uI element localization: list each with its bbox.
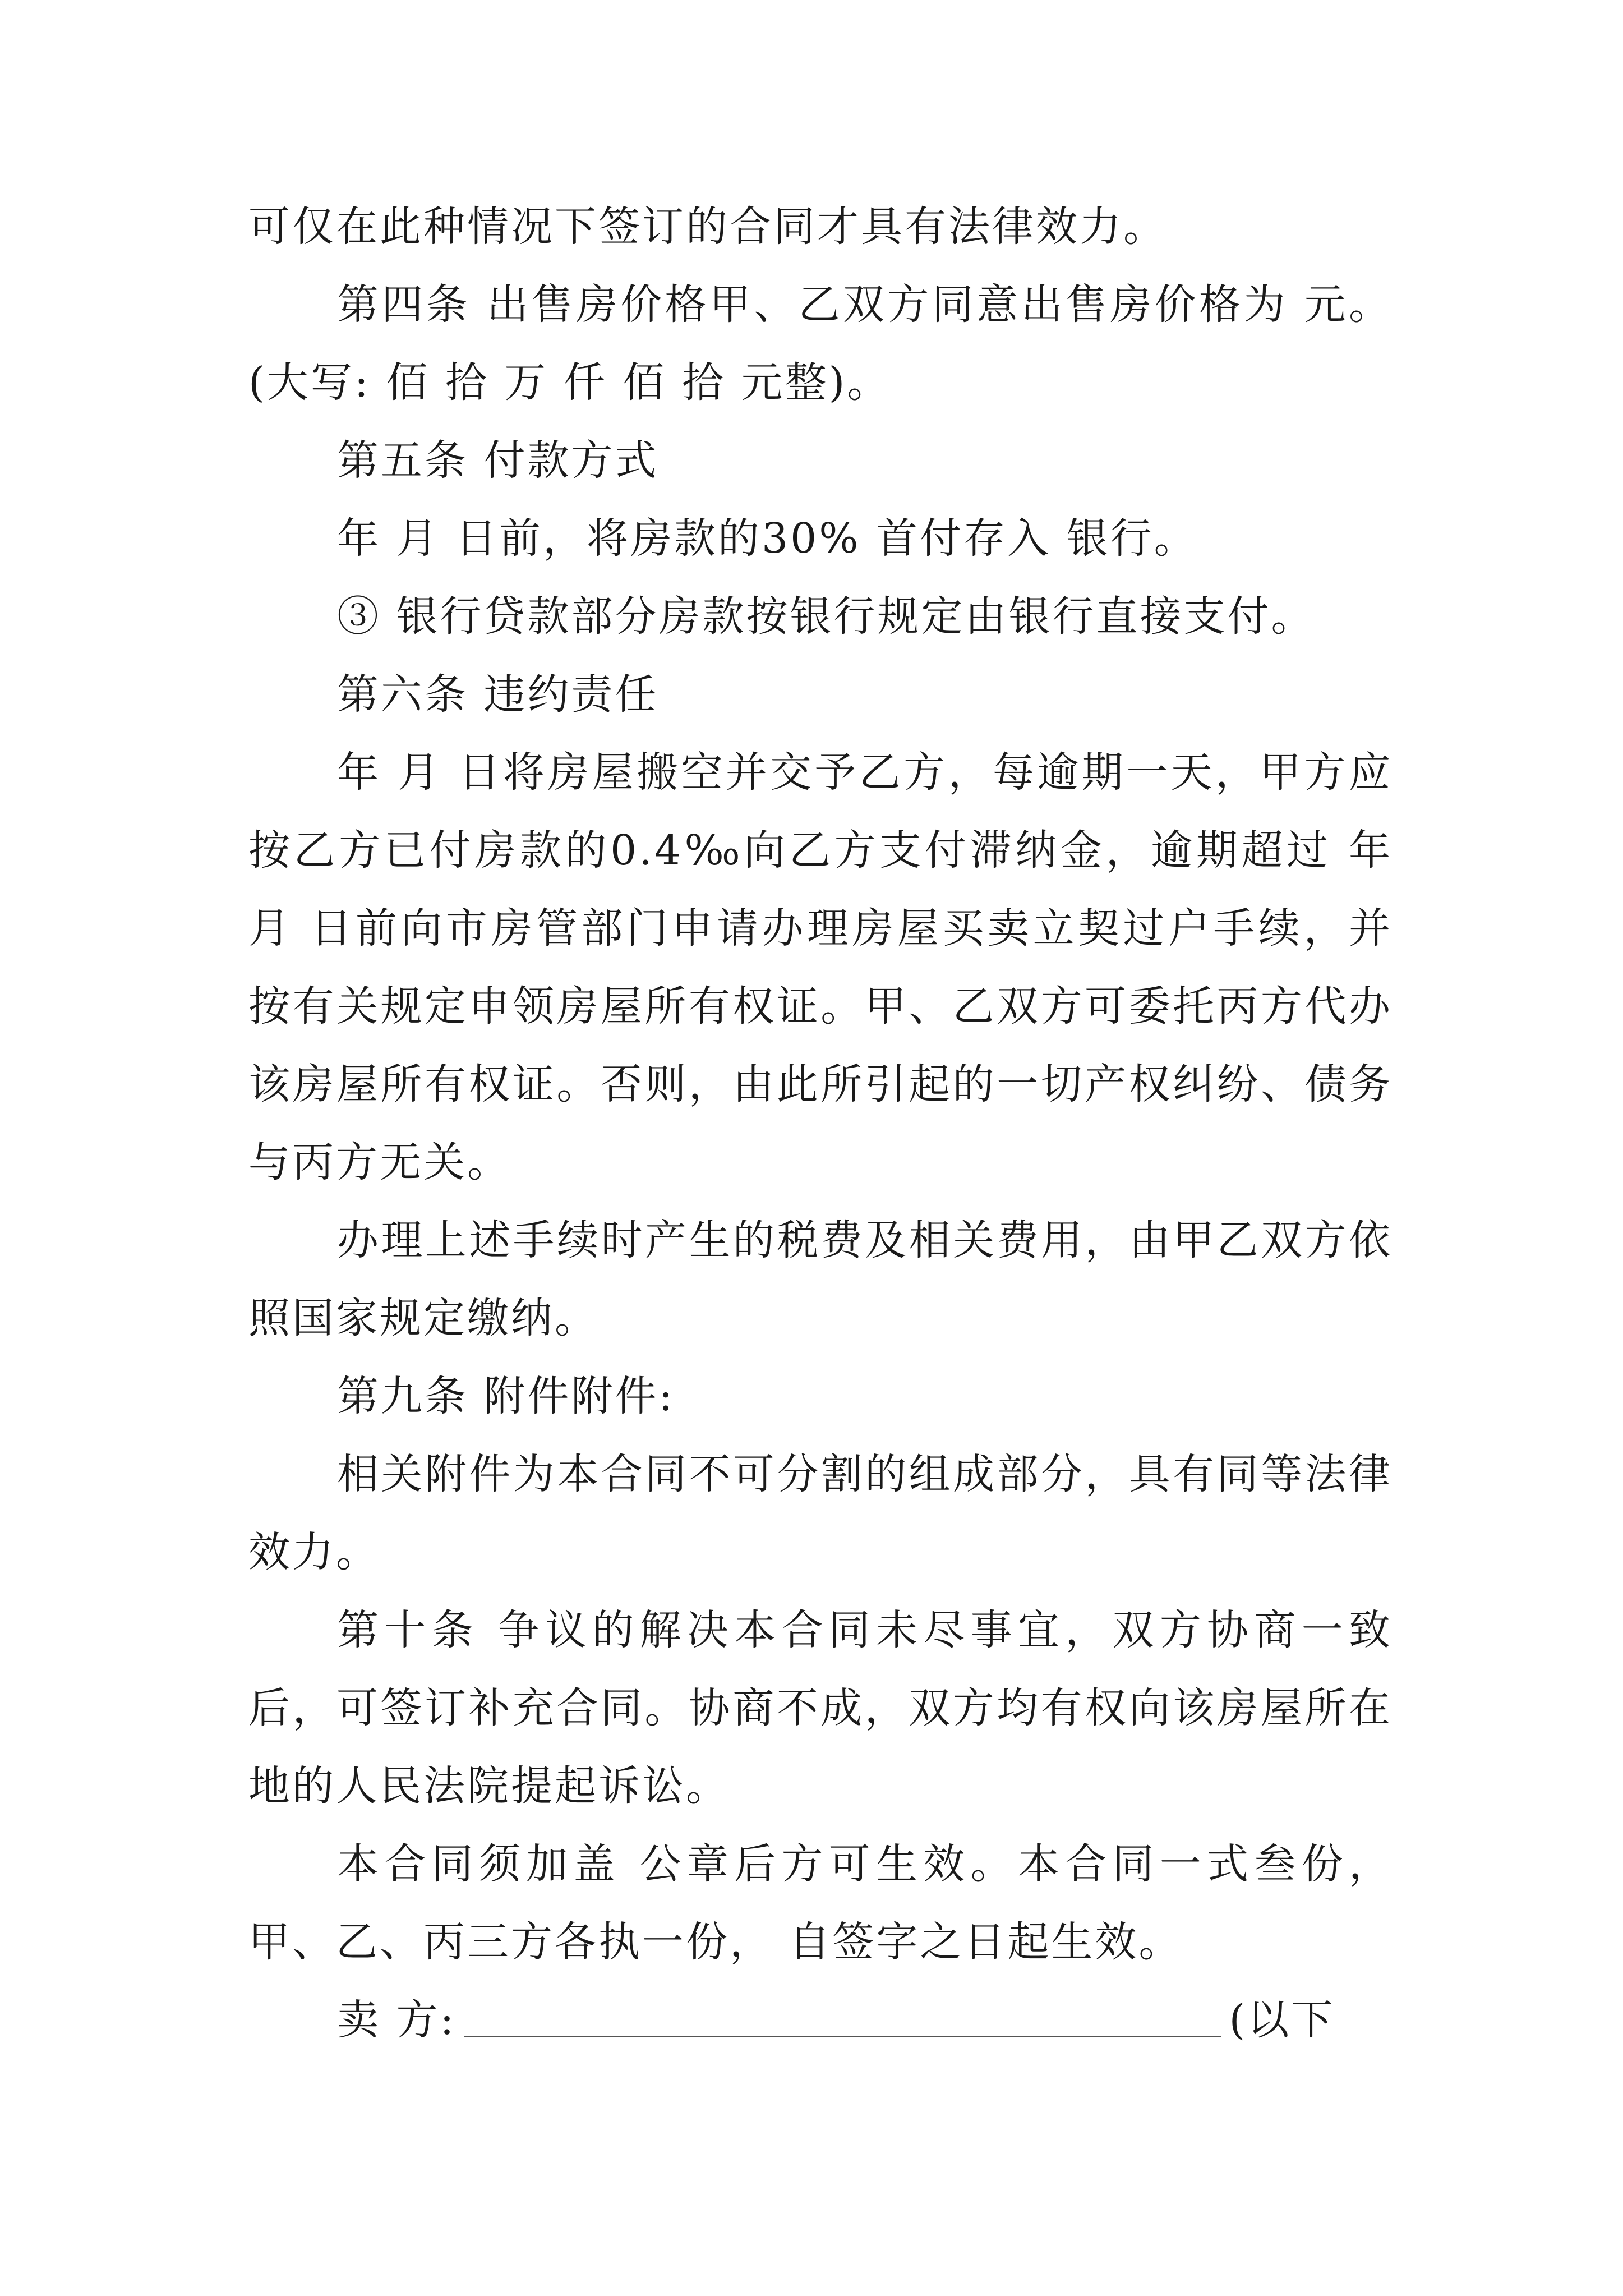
paragraph-down-payment: 年 月 日前，将房款的30% 首付存入 银行。 — [337, 514, 1198, 563]
paragraph-article-9-heading: 第九条 附件附件: — [337, 1372, 675, 1420]
paragraph-article-10-disputes: 第十条 争议的解决本合同未尽事宜，双方协商一致后，可签订补充合同。协商不成，双方均有权向该房屋所在地的人民法院提起诉讼。 — [248, 1606, 1393, 1810]
document-body — [248, 188, 1393, 2059]
paragraph-article-5-heading: 第五条 付款方式 — [337, 436, 659, 485]
seller-signature-row — [248, 1981, 1393, 2059]
paragraph-article-6-heading: 第六条 违约责任 — [337, 670, 659, 719]
paragraph-bank-loan: ③ 银行贷款部分房款按银行规定由银行直接支付。 — [337, 592, 1315, 641]
paragraph-validity-clause: 可仅在此种情况下签订的合同才具有法律效力。 — [248, 203, 1167, 251]
paragraph-breach-liability: 年 月 日将房屋搬空并交予乙方，每逾期一天，甲方应按乙方已付房款的0.4‰向乙方支付滞纳金，逾期超过 年月 日前向市房管部门申请办理房屋买卖立契过户手续，并按有关规定申领房屋所有权证。甲、乙双方可委托丙方代办该房屋所有权证。否则，由此所引起的一切产权纠纷、债务与丙方无关。 — [248, 748, 1393, 1186]
paragraph-effectiveness: 本合同须加盖 公章后方可生效。本合同一式叁份，甲、乙、丙三方各执一份， 自签字之日起生效。 — [248, 1840, 1393, 1966]
paragraph-taxes-fees: 办理上述手续时产生的税费及相关费用，由甲乙双方依照国家规定缴纳。 — [248, 1216, 1393, 1342]
signature-suffix: (以下 — [1229, 1996, 1335, 2044]
seller-signature-line[interactable] — [464, 1996, 1221, 2037]
paragraph-attachments: 相关附件为本合同不可分割的组成部分，具有同等法律效力。 — [248, 1450, 1393, 1576]
seller-label: 卖 方: — [337, 1996, 457, 2044]
paragraph-article-4-price: 第四条 出售房价格甲、乙双方同意出售房价格为 元。(大写: 佰 拾 万 仟 佰 拾 元整)。 — [248, 280, 1393, 407]
